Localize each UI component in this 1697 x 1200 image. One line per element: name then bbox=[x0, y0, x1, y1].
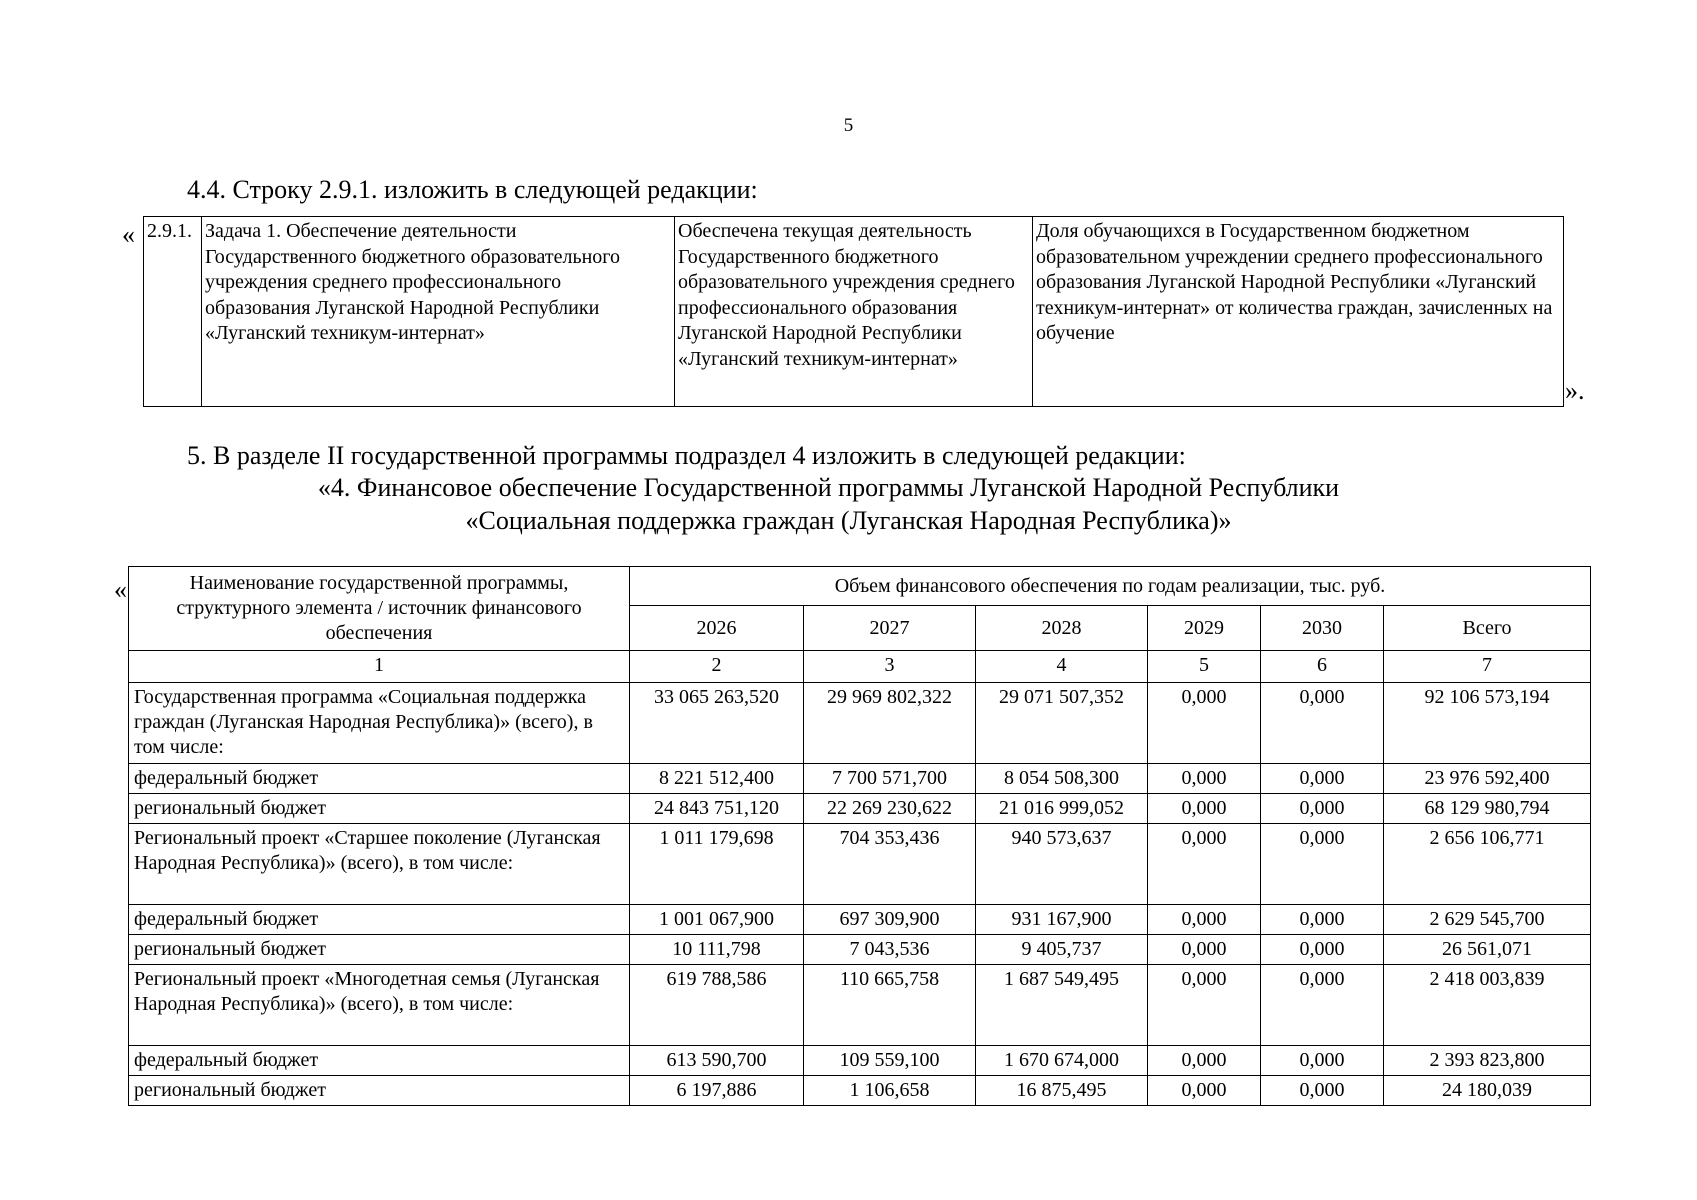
row-name: федеральный бюджет bbox=[129, 764, 630, 794]
year-value: 931 167,900 bbox=[976, 905, 1148, 935]
year-value: 10 111,798 bbox=[630, 935, 804, 965]
header-name: Наименование государственной программы, структурного элемента / источник финансового обеспечения bbox=[129, 567, 630, 651]
page-number: 5 bbox=[843, 115, 854, 136]
open-quote-1: « bbox=[122, 220, 135, 249]
year-value: 109 559,100 bbox=[804, 1046, 976, 1076]
year-value: 0,000 bbox=[1261, 824, 1384, 905]
year-value: 0,000 bbox=[1148, 794, 1261, 824]
year-value: 0,000 bbox=[1261, 794, 1384, 824]
year-value: 1 011 179,698 bbox=[630, 824, 804, 905]
year-value: 613 590,700 bbox=[630, 1046, 804, 1076]
year-value: 7 043,536 bbox=[804, 935, 976, 965]
year-value: 1 106,658 bbox=[804, 1076, 976, 1106]
column-index: 4 bbox=[976, 651, 1148, 683]
row-name: Региональный проект «Старшее поколение (Луганская Народная Республика)» (всего), в том числе: bbox=[129, 824, 630, 905]
row-name: региональный бюджет bbox=[129, 1076, 630, 1106]
year-value: 619 788,586 bbox=[630, 965, 804, 1046]
row-name: региональный бюджет bbox=[129, 935, 630, 965]
column-index: 5 bbox=[1148, 651, 1261, 683]
row-name: Региональный проект «Многодетная семья (Луганская Народная Республика)» (всего), в том числе: bbox=[129, 965, 630, 1046]
total-value: 2 393 823,800 bbox=[1384, 1046, 1591, 1076]
year-value: 33 065 263,520 bbox=[630, 683, 804, 764]
section-4-4-heading: 4.4. Строку 2.9.1. изложить в следующей редакции: bbox=[187, 175, 758, 204]
year-value: 9 405,737 bbox=[976, 935, 1148, 965]
total-value: 68 129 980,794 bbox=[1384, 794, 1591, 824]
row-name: Государственная программа «Социальная поддержка граждан (Луганская Народная Республика)» (всего), в том числе: bbox=[129, 683, 630, 764]
header-volume: Объем финансового обеспечения по годам реализации, тыс. руб. bbox=[630, 567, 1591, 606]
year-value: 0,000 bbox=[1261, 764, 1384, 794]
total-value: 2 656 106,771 bbox=[1384, 824, 1591, 905]
year-value: 0,000 bbox=[1148, 1046, 1261, 1076]
year-value: 29 969 802,322 bbox=[804, 683, 976, 764]
column-index-row bbox=[129, 651, 1591, 683]
year-value: 0,000 bbox=[1261, 965, 1384, 1046]
total-value: 2 629 545,700 bbox=[1384, 905, 1591, 935]
column-index: 6 bbox=[1261, 651, 1384, 683]
year-value: 0,000 bbox=[1261, 905, 1384, 935]
year-value: 0,000 bbox=[1148, 764, 1261, 794]
row-name: федеральный бюджет bbox=[129, 905, 630, 935]
year-value: 110 665,758 bbox=[804, 965, 976, 1046]
year-header: 2029 bbox=[1148, 606, 1261, 651]
column-index: 1 bbox=[129, 651, 630, 683]
year-value: 697 309,900 bbox=[804, 905, 976, 935]
column-index: 7 bbox=[1384, 651, 1591, 683]
year-value: 0,000 bbox=[1148, 683, 1261, 764]
year-value: 0,000 bbox=[1261, 1076, 1384, 1106]
row-2-9-1-table bbox=[143, 216, 1564, 407]
total-header: Всего bbox=[1384, 606, 1591, 651]
year-value: 1 670 674,000 bbox=[976, 1046, 1148, 1076]
year-value: 24 843 751,120 bbox=[630, 794, 804, 824]
year-header: 2026 bbox=[630, 606, 804, 651]
year-value: 7 700 571,700 bbox=[804, 764, 976, 794]
year-value: 0,000 bbox=[1148, 935, 1261, 965]
year-value: 0,000 bbox=[1148, 905, 1261, 935]
total-value: 2 418 003,839 bbox=[1384, 965, 1591, 1046]
table-row bbox=[129, 965, 1591, 1046]
year-value: 940 573,637 bbox=[976, 824, 1148, 905]
year-value: 8 054 508,300 bbox=[976, 764, 1148, 794]
subsection-title-line-1: «4. Финансовое обеспечение Государственной программы Луганской Народной Республики bbox=[317, 473, 1340, 502]
table-row bbox=[129, 905, 1591, 935]
year-value: 21 016 999,052 bbox=[976, 794, 1148, 824]
result-cell: Обеспечена текущая деятельность Государственного бюджетного образовательного учреждения среднего профессионального образования Луганской Народной Республики «Луганский техникум-интернат» bbox=[675, 217, 1033, 407]
year-value: 1 001 067,900 bbox=[630, 905, 804, 935]
row-name: федеральный бюджет bbox=[129, 1046, 630, 1076]
year-value: 0,000 bbox=[1148, 965, 1261, 1046]
table-row bbox=[129, 824, 1591, 905]
table-row bbox=[129, 794, 1591, 824]
total-value: 23 976 592,400 bbox=[1384, 764, 1591, 794]
table-row bbox=[129, 935, 1591, 965]
close-quote-1: ». bbox=[1565, 376, 1585, 405]
open-quote-2: « bbox=[114, 575, 127, 604]
year-header: 2028 bbox=[976, 606, 1148, 651]
year-header: 2030 bbox=[1261, 606, 1384, 651]
subsection-title-line-2: «Социальная поддержка граждан (Луганская Народная Республика)» bbox=[465, 506, 1232, 535]
total-value: 92 106 573,194 bbox=[1384, 683, 1591, 764]
year-value: 0,000 bbox=[1261, 683, 1384, 764]
column-index: 2 bbox=[630, 651, 804, 683]
year-value: 22 269 230,622 bbox=[804, 794, 976, 824]
row-name: региональный бюджет bbox=[129, 794, 630, 824]
total-value: 26 561,071 bbox=[1384, 935, 1591, 965]
year-value: 8 221 512,400 bbox=[630, 764, 804, 794]
year-value: 704 353,436 bbox=[804, 824, 976, 905]
column-index: 3 bbox=[804, 651, 976, 683]
year-header: 2027 bbox=[804, 606, 976, 651]
year-value: 0,000 bbox=[1148, 1076, 1261, 1106]
table-row bbox=[129, 1076, 1591, 1106]
table-row bbox=[129, 764, 1591, 794]
year-value: 0,000 bbox=[1261, 935, 1384, 965]
table-row bbox=[129, 1046, 1591, 1076]
year-value: 6 197,886 bbox=[630, 1076, 804, 1106]
task-cell: Задача 1. Обеспечение деятельности Государственного бюджетного образовательного учреждения среднего профессионального образования Луганской Народной Республики «Луганский техникум-интернат» bbox=[202, 217, 675, 407]
header-row bbox=[129, 567, 1591, 606]
year-value: 16 875,495 bbox=[976, 1076, 1148, 1106]
table-row bbox=[144, 217, 1564, 407]
table-row bbox=[129, 683, 1591, 764]
section-5-heading: 5. В разделе II государственной программы подраздел 4 изложить в следующей редакции: bbox=[187, 441, 1186, 470]
year-value: 0,000 bbox=[1261, 1046, 1384, 1076]
row-code: 2.9.1. bbox=[144, 217, 202, 407]
indicator-cell: Доля обучающихся в Государственном бюджетном образовательном учреждении среднего профессионального образования Луганской Народной Республики «Луганский техникум-интернат» от количества граждан, зачисленных на обучение bbox=[1033, 217, 1564, 407]
total-value: 24 180,039 bbox=[1384, 1076, 1591, 1106]
year-value: 1 687 549,495 bbox=[976, 965, 1148, 1046]
finance-table bbox=[128, 566, 1591, 1106]
year-value: 0,000 bbox=[1148, 824, 1261, 905]
year-value: 29 071 507,352 bbox=[976, 683, 1148, 764]
